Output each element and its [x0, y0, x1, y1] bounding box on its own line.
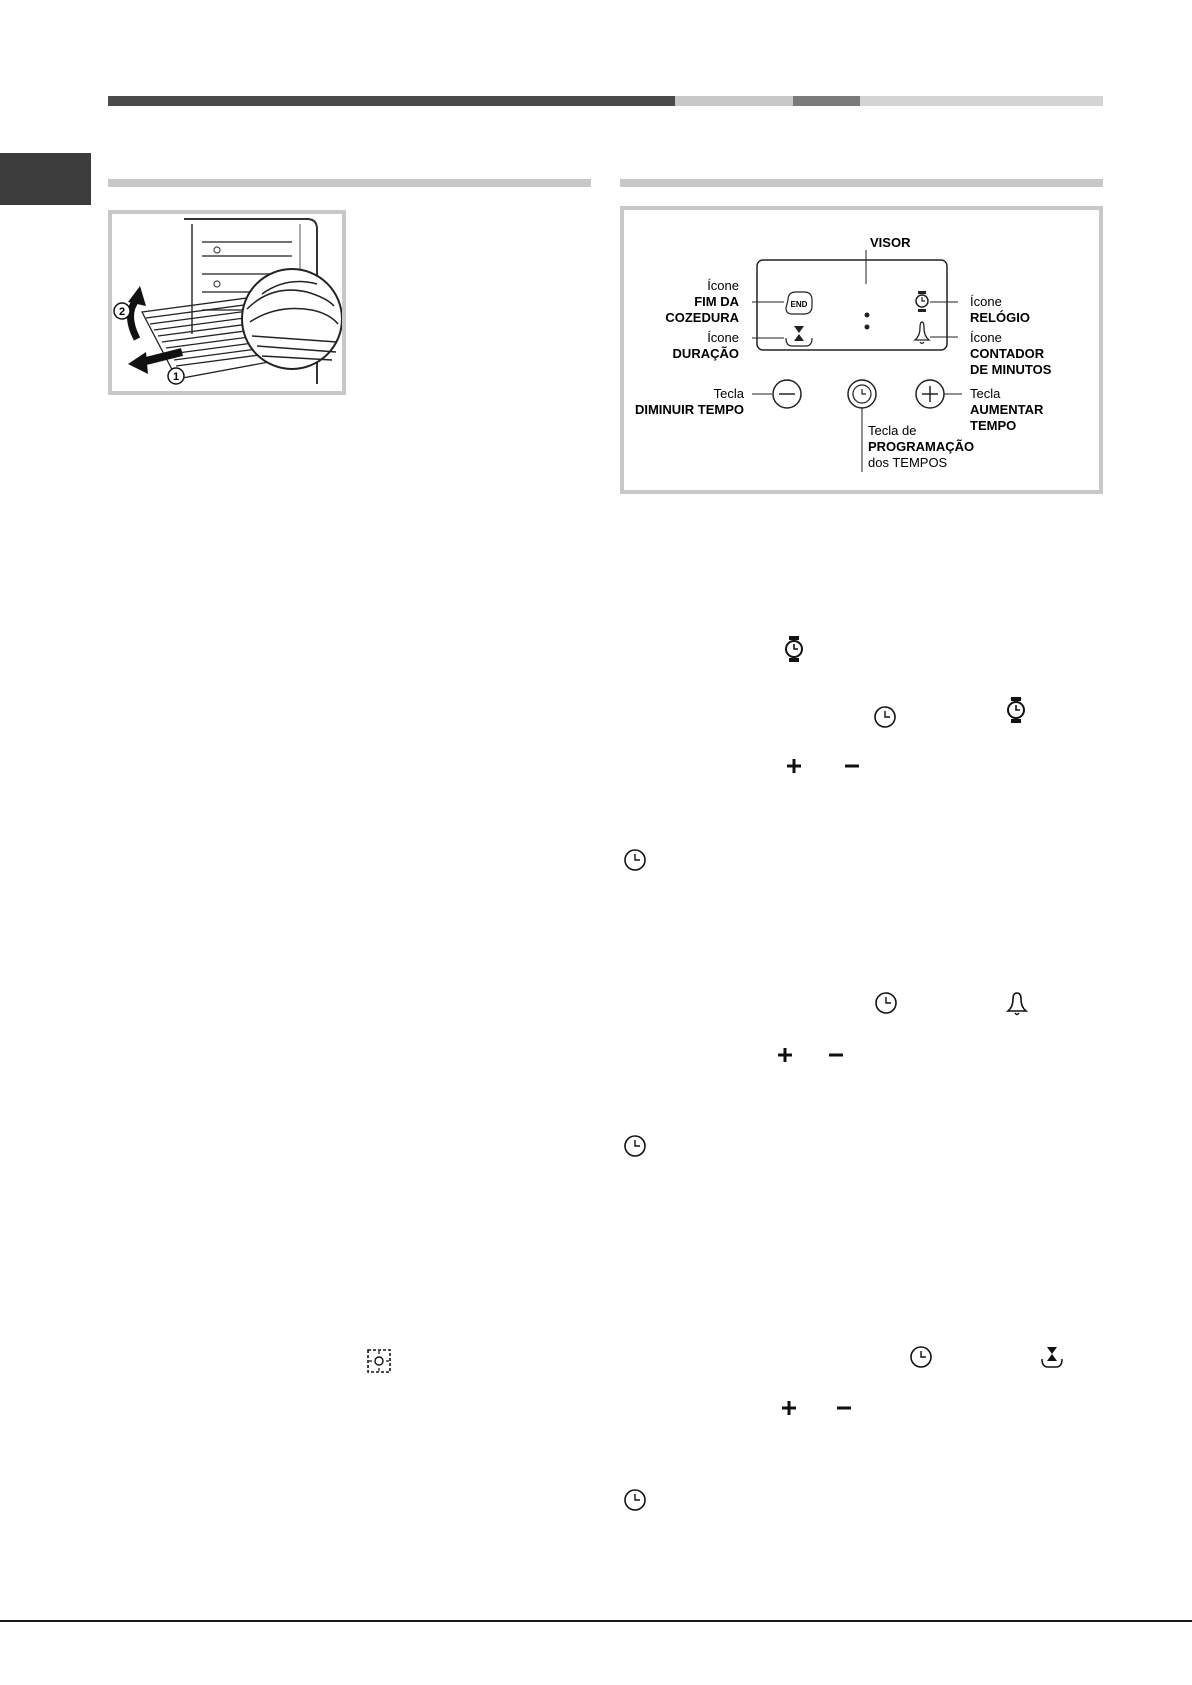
end-icon-name-1: FIM DA	[694, 294, 739, 309]
plus-key-caption: Tecla	[970, 386, 1001, 401]
clock-key-icon	[908, 1344, 934, 1370]
watch-icon	[1003, 697, 1029, 723]
duration-icon-caption: Ícone	[707, 330, 739, 345]
minus-key-caption: Tecla	[713, 386, 744, 401]
minus-key[interactable]	[773, 380, 801, 408]
minus-icon	[842, 756, 862, 776]
control-panel-diagram	[624, 210, 1099, 490]
oven-light-icon	[366, 1348, 392, 1374]
plus-key[interactable]	[916, 380, 944, 408]
prog-key-caption: Tecla de	[868, 423, 917, 438]
end-icon	[786, 292, 812, 314]
control-panel-figure	[620, 206, 1103, 494]
clock-key-icon	[622, 1133, 648, 1159]
timer-icon-name-1: CONTADOR	[970, 346, 1045, 361]
prog-key-suffix: dos TEMPOS	[868, 455, 948, 470]
right-section-rule	[620, 179, 1103, 187]
plus-key-name-1: AUMENTAR	[970, 402, 1044, 417]
plus-icon	[779, 1398, 799, 1418]
step-1-number: 1	[172, 371, 180, 383]
timer-icon-name-2: DE MINUTOS	[970, 362, 1052, 377]
timer-icon-caption: Ícone	[970, 330, 1002, 345]
header-bar-mid-segment	[793, 96, 860, 106]
programming-key[interactable]	[848, 380, 876, 408]
header-bar-dark-segment	[108, 96, 675, 106]
clock-key-icon	[622, 847, 648, 873]
end-icon-caption: Ícone	[707, 278, 739, 293]
watch-icon	[916, 291, 928, 312]
plus-icon	[775, 1045, 795, 1065]
left-section-rule	[108, 179, 591, 187]
hourglass-icon	[786, 326, 812, 346]
step-2-number: 2	[118, 306, 126, 318]
bell-icon	[915, 322, 929, 344]
clock-key-icon	[873, 990, 899, 1016]
clock-icon-name: RELÓGIO	[970, 310, 1030, 325]
duration-icon-name: DURAÇÃO	[672, 346, 739, 361]
footer-rule	[0, 1620, 1192, 1622]
shelf-installation-figure	[108, 210, 346, 395]
end-icon-name-2: COZEDURA	[665, 310, 739, 325]
language-tab	[0, 153, 91, 205]
prog-key-name: PROGRAMAÇÃO	[868, 439, 975, 454]
hourglass-icon	[1039, 1344, 1065, 1370]
watch-icon	[781, 636, 807, 662]
header-bar-light-segment	[675, 96, 793, 106]
plus-key-name-2: TEMPO	[970, 418, 1017, 433]
plus-icon	[784, 756, 804, 776]
bell-icon	[1004, 990, 1030, 1016]
minus-icon	[834, 1398, 854, 1418]
end-icon-glyph: END	[790, 300, 808, 309]
minus-icon	[826, 1045, 846, 1065]
shelf-illustration	[112, 214, 342, 391]
clock-icon-caption: Ícone	[970, 294, 1002, 309]
header-bar-light-segment-2	[860, 96, 1103, 106]
clock-key-icon	[872, 704, 898, 730]
display-label: VISOR	[870, 235, 911, 250]
clock-key-icon	[622, 1487, 648, 1513]
minus-key-name: DIMINUIR TEMPO	[634, 402, 744, 417]
